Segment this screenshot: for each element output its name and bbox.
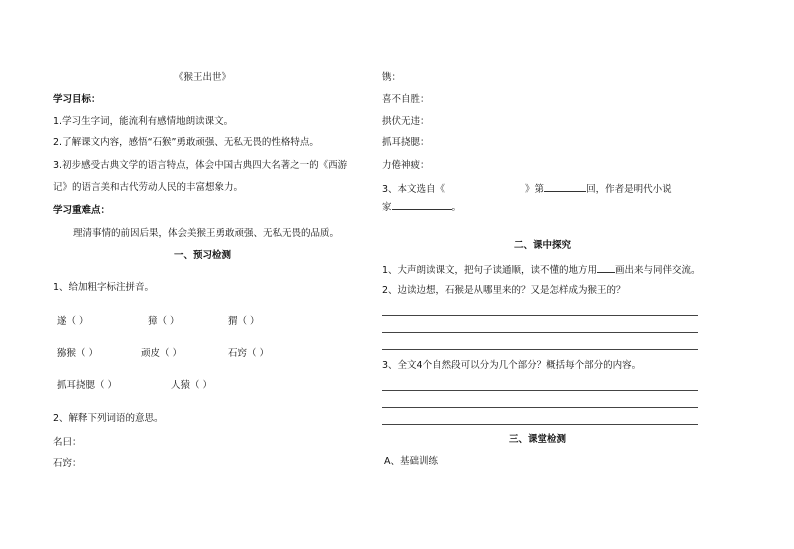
pinyin-item: 人猿（ ） (171, 380, 213, 391)
answer-line[interactable] (382, 332, 698, 333)
answer-line[interactable] (382, 315, 698, 316)
explore-question-3: 3、全文4个自然段可以分为几个部分？概括每个部分的内容。 (382, 360, 642, 371)
pinyin-item: 遂（ ） (57, 316, 89, 327)
objective-item: 3.初步感受古典文学的语言特点，体会中国古典四大名著之一的《西游 (53, 160, 348, 171)
blank-book[interactable] (445, 182, 525, 192)
pinyin-item: 石窍（ ） (228, 348, 270, 359)
objective-item: 记》的语言美和古代劳动人民的丰富想象力。 (53, 182, 244, 193)
word-item: 喜不自胜： (382, 94, 430, 105)
underline-mark (597, 263, 615, 273)
q3-text: 3、本文选自《 (382, 184, 446, 195)
explore-question-1 (382, 263, 701, 277)
document-title: 《猴王出世》 (174, 72, 232, 83)
objectives-heading: 学习目标： (53, 94, 101, 105)
q3-text: 家 (382, 202, 392, 213)
question-3 (382, 182, 672, 196)
question-2: 2、解释下列词语的意思。 (53, 413, 164, 424)
objective-item: 2.了解课文内容，感悟“石猴”勇敢顽强、无私无畏的性格特点。 (53, 137, 319, 148)
explore-heading: 二、课中探究 (514, 240, 572, 251)
pinyin-item: 猕猴（ ） (57, 348, 99, 359)
answer-line[interactable] (382, 390, 698, 391)
q3-text: 》第 (525, 184, 545, 195)
question-1: 1、给加粗字标注拼音。 (53, 282, 155, 293)
answer-line[interactable] (382, 424, 698, 425)
blank-author[interactable] (392, 200, 452, 210)
basic-training-label: A、基础训练 (384, 456, 438, 467)
word-item: 抓耳挠腮： (382, 137, 430, 148)
q3-text: 回，作者是明代小说 (586, 184, 672, 195)
word-item: 力倦神疲： (382, 160, 430, 171)
blank-chapter[interactable] (544, 182, 586, 192)
preview-heading: 一、预习检测 (174, 250, 232, 261)
word-item: 镌： (382, 72, 402, 83)
word-item: 名曰： (53, 437, 82, 448)
eq1-text: 画出来与同伴交流。 (615, 265, 701, 276)
key-points-text: 理清事情的前因后果，体会美猴王勇敢顽强、无私无畏的品质。 (73, 228, 340, 239)
answer-line[interactable] (382, 349, 698, 350)
explore-question-2: 2、边读边想，石猴是从哪里来的？又是怎样成为猴王的？ (382, 285, 626, 296)
pinyin-item: 抓耳挠腮（ ） (57, 380, 118, 391)
pinyin-item: 猬（ ） (228, 316, 260, 327)
pinyin-item: 獐（ ） (148, 316, 180, 327)
test-heading: 三、课堂检测 (509, 434, 567, 445)
answer-line[interactable] (382, 407, 698, 408)
pinyin-item: 顽皮（ ） (141, 348, 183, 359)
q3-text: 。 (451, 202, 462, 213)
objective-item: 1.学习生字词，能流利有感情地朗读课文。 (53, 116, 234, 127)
word-item: 拱伏无违： (382, 116, 430, 127)
word-item: 石窍： (53, 458, 82, 469)
eq1-text: 1、大声朗读课文，把句子读通顺，读不懂的地方用 (382, 265, 598, 276)
question-3-cont (382, 200, 461, 214)
key-points-heading: 学习重难点： (53, 205, 111, 216)
